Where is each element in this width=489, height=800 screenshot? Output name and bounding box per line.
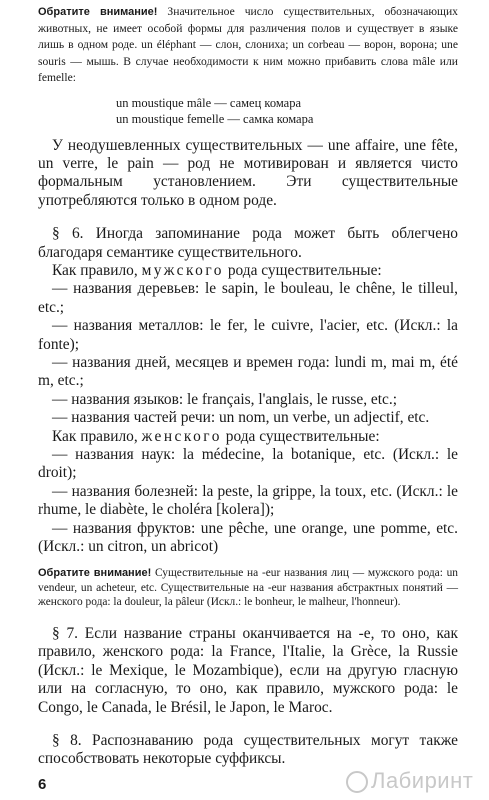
section-7: § 7. Если название страны оканчивается на -е, то оно, как правило, женского рода: la France, l'Italie, la Grèce, la Russie (Искл.: le Mexique, le Mozambique), если на другую гласную или на согласную, то оно, как правило, мужского рода: le Congo, le Canada, le Brésil, le Japon, le Maroc. — [38, 624, 458, 716]
masculine-intro-b: рода существительные: — [224, 261, 382, 279]
page-content — [38, 4, 458, 769]
feminine-item: — названия фруктов: une pêche, une orange, une pomme, etc. (Искл.: un citron, un abricot) — [38, 519, 458, 556]
note-lead: Обратите внимание! — [38, 6, 158, 18]
example-line: un moustique mâle — самец комара — [116, 95, 302, 110]
examples-list — [116, 95, 458, 127]
feminine-intro — [38, 428, 458, 446]
note-eur-suffix — [38, 566, 458, 610]
paragraph-inanimate: У неодушевленных существительных — une affaire, une fête, un verre, le pain — род не мотивирован и является чисто формальным установлением. Эти существительные употребляются только в одном роде. — [38, 136, 458, 209]
labirint-logo-icon — [346, 771, 368, 793]
feminine-intro-a: Как правило, — [52, 427, 142, 445]
masculine-item: — названия дней, месяцев и времен года: lundi m, mai m, été m, etc.; — [38, 353, 458, 390]
note-text: Существительные на -eur названия лиц — мужского рода: un vendeur, un acheteur, etc. Существительные на -eur названия абстрактных понятий — женского рода: la douleur, la pâleur (Искл.: le bonheur, le malheur, l'honneur). — [38, 567, 458, 609]
masculine-item: — названия частей речи: un nom, un verbe, un adjectif, etc. — [52, 409, 430, 427]
note-lead: Обратите внимание! — [38, 567, 152, 580]
masculine-intro — [38, 262, 458, 280]
note-animals — [38, 4, 458, 87]
watermark-text: Лабиринт — [371, 768, 474, 793]
watermark — [346, 768, 473, 794]
section-8: § 8. Распознаванию рода существительных могут также способствовать некоторые суффиксы. — [38, 731, 458, 768]
page-number: 6 — [38, 776, 47, 793]
masculine-intro-a: Как правило, — [52, 261, 142, 279]
masculine-word: мужского — [141, 261, 224, 279]
feminine-item: — названия болезней: la peste, la grippe, la toux, etc. (Искл.: le rhume, le diabète, le choléra [kolera]); — [38, 482, 458, 519]
masculine-item: — названия металлов: le fer, le cuivre, l'acier, etc. (Искл.: la fonte); — [38, 317, 458, 353]
example-line: un moustique femelle — самка комара — [116, 111, 314, 126]
masculine-item: — названия деревьев: le sapin, le bouleau, le chêne, le tilleul, etc.; — [38, 280, 458, 316]
note-text: Значительное число существительных, обозначающих животных, не имеет особой формы для различения полов и существует в языке лишь в одном роде. un éléphant — слон, слониха; un corbeau — ворон, ворона; une souris — мышь. В случае необходимости к ним можно прибавить слова mâle или femelle: — [38, 5, 458, 84]
feminine-intro-b: рода существительные: — [221, 427, 380, 445]
section-6-intro: § 6. Иногда запоминание рода может быть облегчено благодаря семантике существительного. — [38, 225, 458, 261]
feminine-item: — названия наук: la médecine, la botanique, etc. (Искл.: le droit); — [38, 446, 458, 482]
feminine-word: женского — [141, 427, 222, 445]
masculine-item: — названия языков: le français, l'anglais, le russe, etc.; — [52, 390, 397, 408]
